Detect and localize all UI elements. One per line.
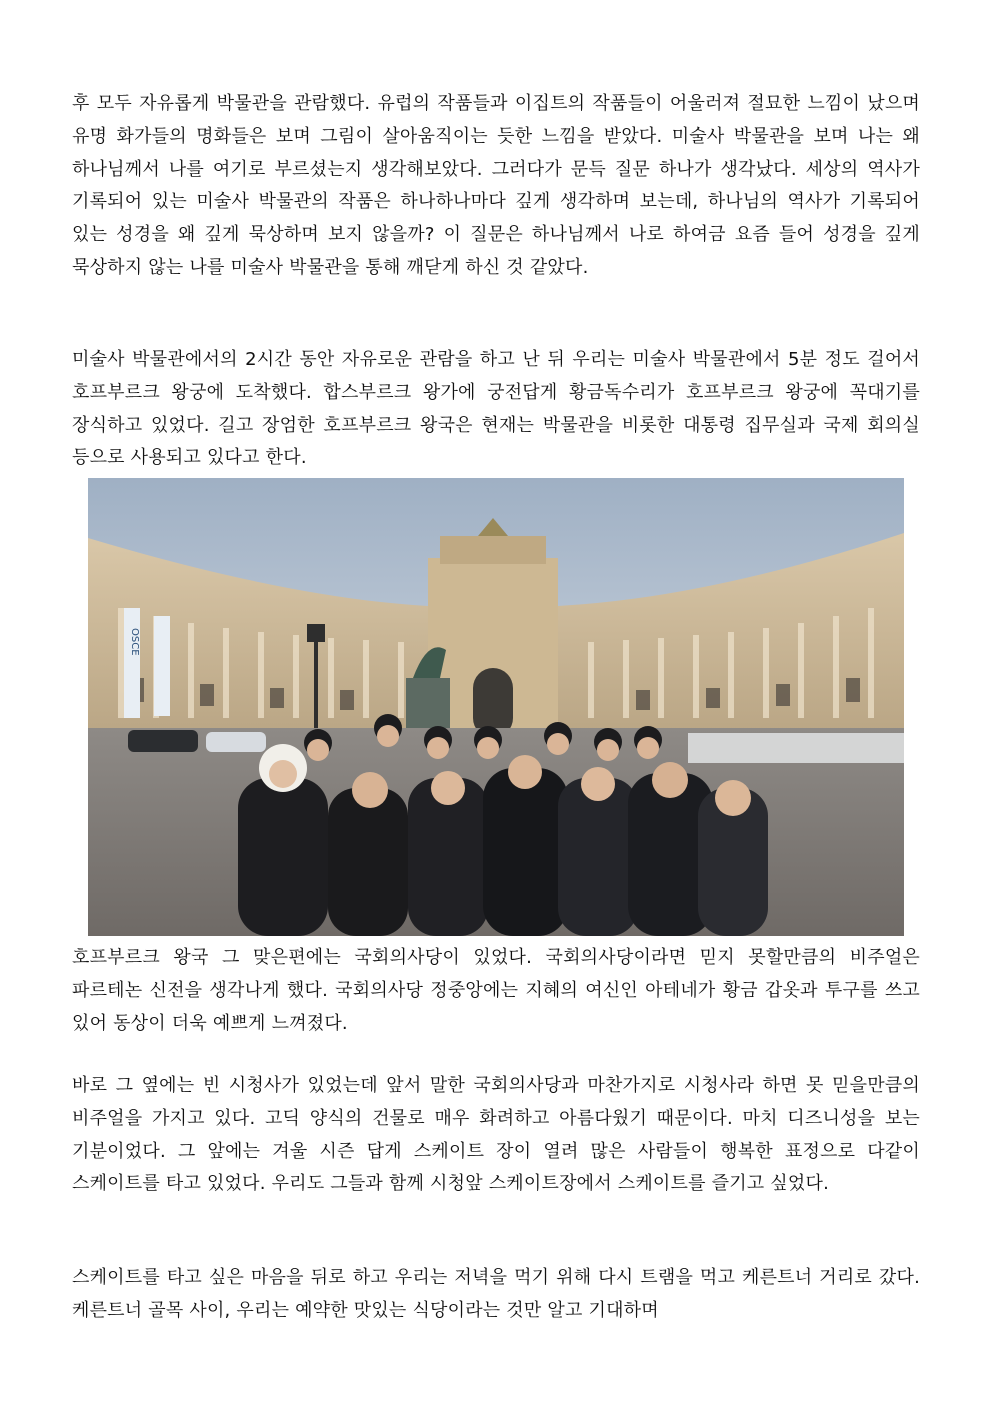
paragraph-parliament: 호프부르크 왕국 그 맞은편에는 국회의사당이 있었다. 국회의사당이라면 믿지 못할만큼의 비주얼은 파르테논 신전을 생각나게 했다. 국회의사당 정중앙에는 지혜의 여신인 아테네가 황금 갑옷과 투구를 쓰고 있어 동상이 더욱 예쁘게 느껴졌다. [72,947,920,1034]
lamp-head [307,624,325,642]
paragraph-kaerntner-street: 스케이트를 타고 싶은 마음을 뒤로 하고 우리는 저녁을 먹기 위해 다시 트램을 먹고 케른트너 거리로 갔다. 케른트너 골목 사이, 우리는 예약한 맛있는 식당이라는 것만 알고 기대하며 [72,1267,920,1321]
car-dark [128,730,198,752]
paragraph-museum-reflection: 후 모두 자유롭게 박물관을 관람했다. 유럽의 작품들과 이집트의 작품들이 어울러져 절묘한 느낌이 났으며 유명 화가들의 명화들은 보며 그림이 살아움직이는 듯한 느낌을 받았다. 미술사 박물관을 보며 나는 왜 하나님께서 나를 여기로 부르셨는지 생각해보았다. 그러다가 문득 질문 하나가 생각났다. 세상의 역사가 기록되어 있는 미술사 박물관의 작품은 하나하나마다 깊게 생각하며 보는데, 하나님의 역사가 기록되어 있는 성경을 왜 깊게 묵상하며 보지 않을까? 이 질문은 하나님께서 나로 하여금 요즘 들어 성경을 깊게 묵상하지 않는 나를 미술사 박물관을 통해 깨닫게 하신 것 같았다. [72,93,920,278]
group-photo-hofburg [88,478,904,936]
paragraph-city-hall: 바로 그 옆에는 빈 시청사가 있었는데 앞서 말한 국회의사당과 마찬가지로 시청사라 하면 못 믿을만큼의 비주얼을 가지고 있다. 고딕 양식의 건물로 매우 화려하고 아름다웠기 때문이다. 마치 디즈니성을 보는 기분이었다. 그 앞에는 겨울 시즌 답게 스케이트 장이 열려 많은 사람들이 행복한 표정으로 다같이 스케이트를 타고 있었다. 우리도 그들과 함께 시청앞 스케이트장에서 스케이트를 즐기고 싶었다. [72,1075,920,1195]
palace-attic [440,536,546,564]
snow-patch [688,733,904,763]
photo-illustration [88,478,904,936]
paragraph-hofburg-arrival: 미술사 박물관에서의 2시간 동안 자유로운 관람을 하고 난 뒤 우리는 미술사 박물관에서 5분 정도 걸어서 호프부르크 왕궁에 도착했다. 합스부르크 왕가에 궁전답게 황금독수리가 호프부르크 왕궁에 꼭대기를 장식하고 있었다. 길고 장엄한 호프부르크 왕국은 현재는 박물관을 비롯한 대통령 집무실과 국제 회의실 등으로 사용되고 있다고 한다. [72,349,920,469]
statue-pedestal [406,678,450,728]
osce-banner-text: OSCE [129,628,140,656]
car-light [206,732,266,752]
